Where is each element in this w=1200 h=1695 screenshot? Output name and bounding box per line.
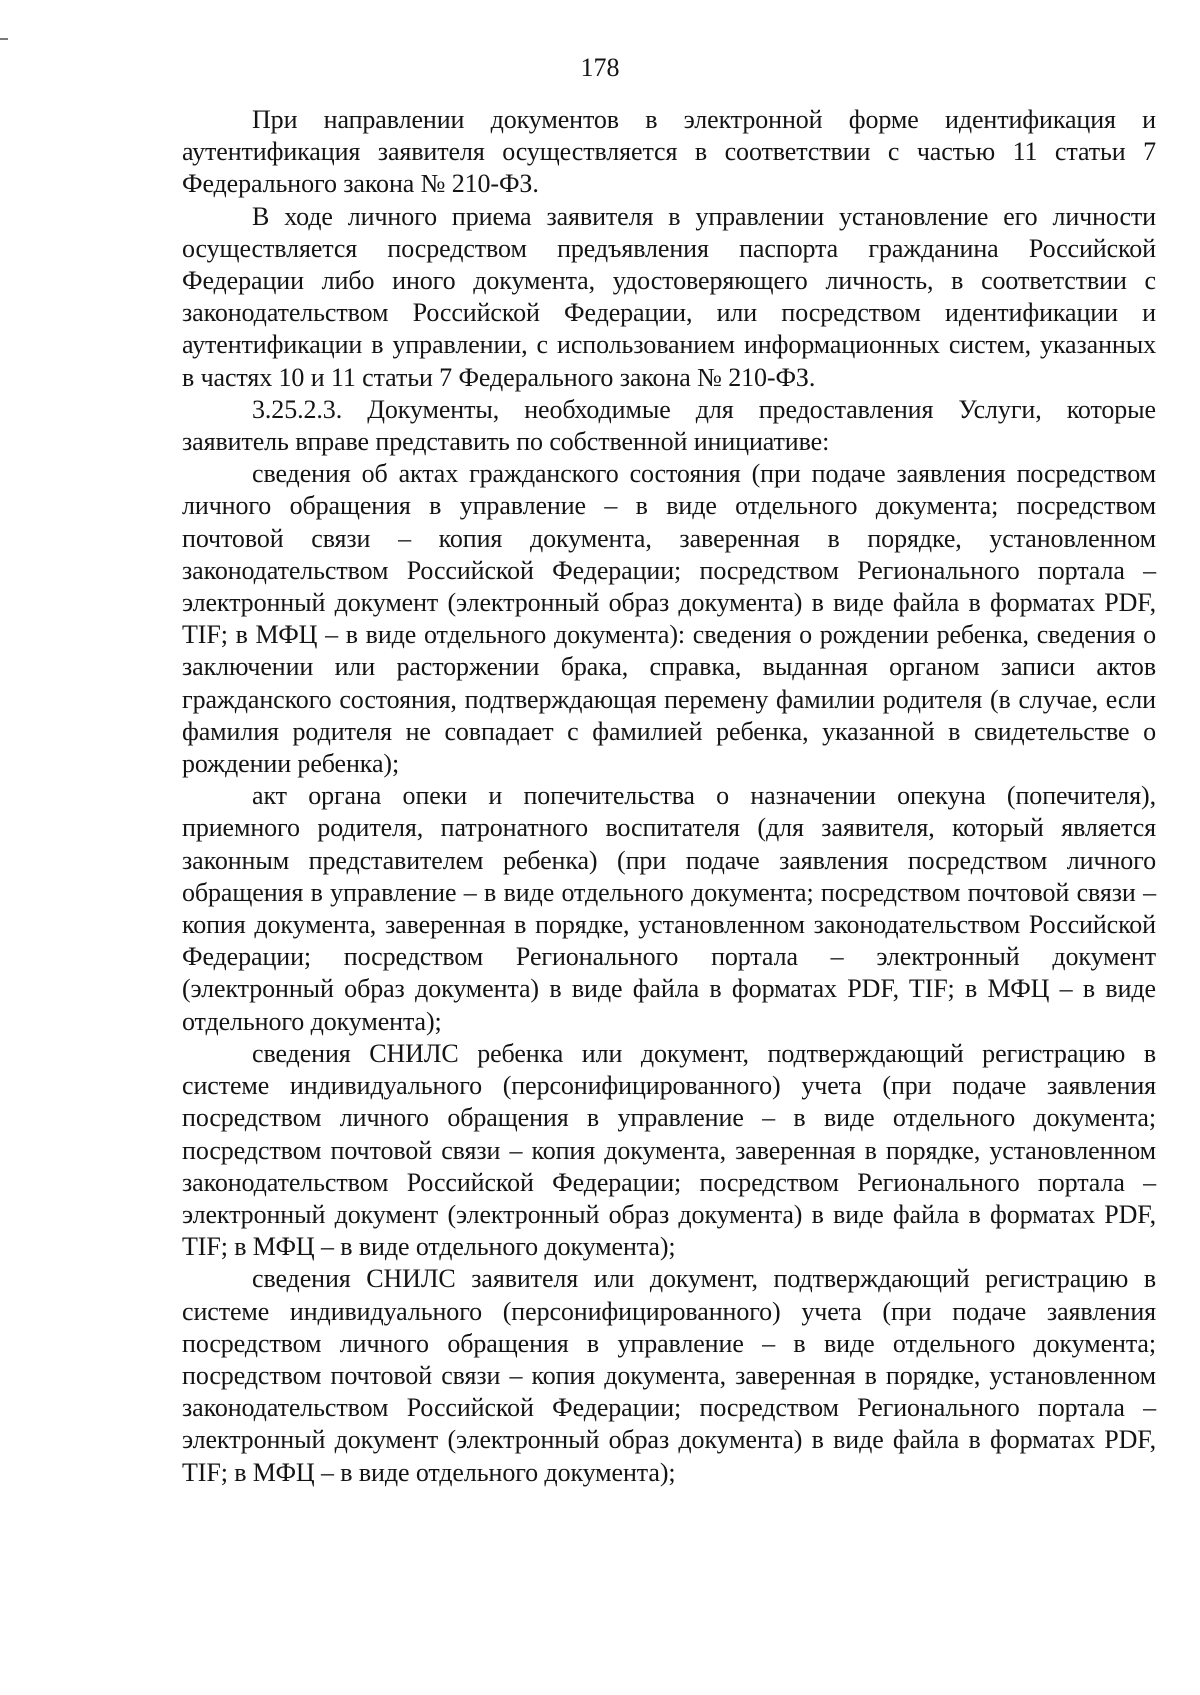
scan-artifact: [0, 38, 8, 40]
page-number: 178: [580, 53, 620, 82]
paragraph-section-3-25-2-3: 3.25.2.3. Документы, необходимые для предоставления Услуги, которые заявитель вправе представить по собственной инициативе:: [182, 394, 1156, 457]
paragraph-guardianship-act: акт органа опеки и попечительства о назначении опекуна (попечителя), приемного родителя, патронатного воспитателя (для заявителя, который является законным представителем ребенка) (при подаче заявления посредством личного обращения в управление – в виде отдельного документа; посредством почтовой связи – копия документа, заверенная в порядке, установленном законодательством Российской Федерации; посредством Регионального портала – электронный документ (электронный образ документа) в виде файла в форматах PDF, TIF; в МФЦ – в виде отдельного документа);: [182, 781, 1156, 1036]
document-body: [182, 104, 1156, 1489]
paragraph-electronic-identification: При направлении документов в электронной форме идентификация и аутентификация заявителя осуществляется в соответствии с частью 11 статьи 7 Федерального закона № 210-ФЗ.: [182, 105, 1156, 199]
paragraph-child-snils: сведения СНИЛС ребенка или документ, подтверждающий регистрацию в системе индивидуального (персонифицированного) учета (при подаче заявления посредством личного обращения в управление – в виде отдельного документа; посредством почтовой связи – копия документа, заверенная в порядке, установленном законодательством Российской Федерации; посредством Регионального портала – электронный документ (электронный образ документа) в виде файла в форматах PDF, TIF; в МФЦ – в виде отдельного документа);: [182, 1038, 1156, 1262]
paragraph-civil-status-records: сведения об актах гражданского состояния (при подаче заявления посредством личного обращения в управление – в виде отдельного документа; посредством почтовой связи – копия документа, заверенная в порядке, установленном законодательством Российской Федерации; посредством Регионального портала – электронный документ (электронный образ документа) в виде файла в форматах PDF, TIF; в МФЦ – в виде отдельного документа): сведения о рождении ребенка, сведения о заключении или расторжении брака, справка, выданная органом записи актов гражданского состояния, подтверждающая перемену фамилии родителя (в случае, если фамилия родителя не совпадает с фамилией ребенка, указанной в свидетельстве о рождении ребенка);: [182, 459, 1156, 779]
paragraph-personal-reception: В ходе личного приема заявителя в управлении установление его личности осуществляется посредством предъявления паспорта гражданина Российской Федерации либо иного документа, удостоверяющего личность, в соответствии с законодательством Российской Федерации, или посредством идентификации и аутентификации в управлении, с использованием информационных систем, указанных в частях 10 и 11 статьи 7 Федерального закона № 210-ФЗ.: [182, 201, 1156, 392]
paragraph-applicant-snils: сведения СНИЛС заявителя или документ, подтверждающий регистрацию в системе индивидуального (персонифицированного) учета (при подаче заявления посредством личного обращения в управление – в виде отдельного документа; посредством почтовой связи – копия документа, заверенная в порядке, установленном законодательством Российской Федерации; посредством Регионального портала – электронный документ (электронный образ документа) в виде файла в форматах PDF, TIF; в МФЦ – в виде отдельного документа);: [182, 1264, 1156, 1487]
